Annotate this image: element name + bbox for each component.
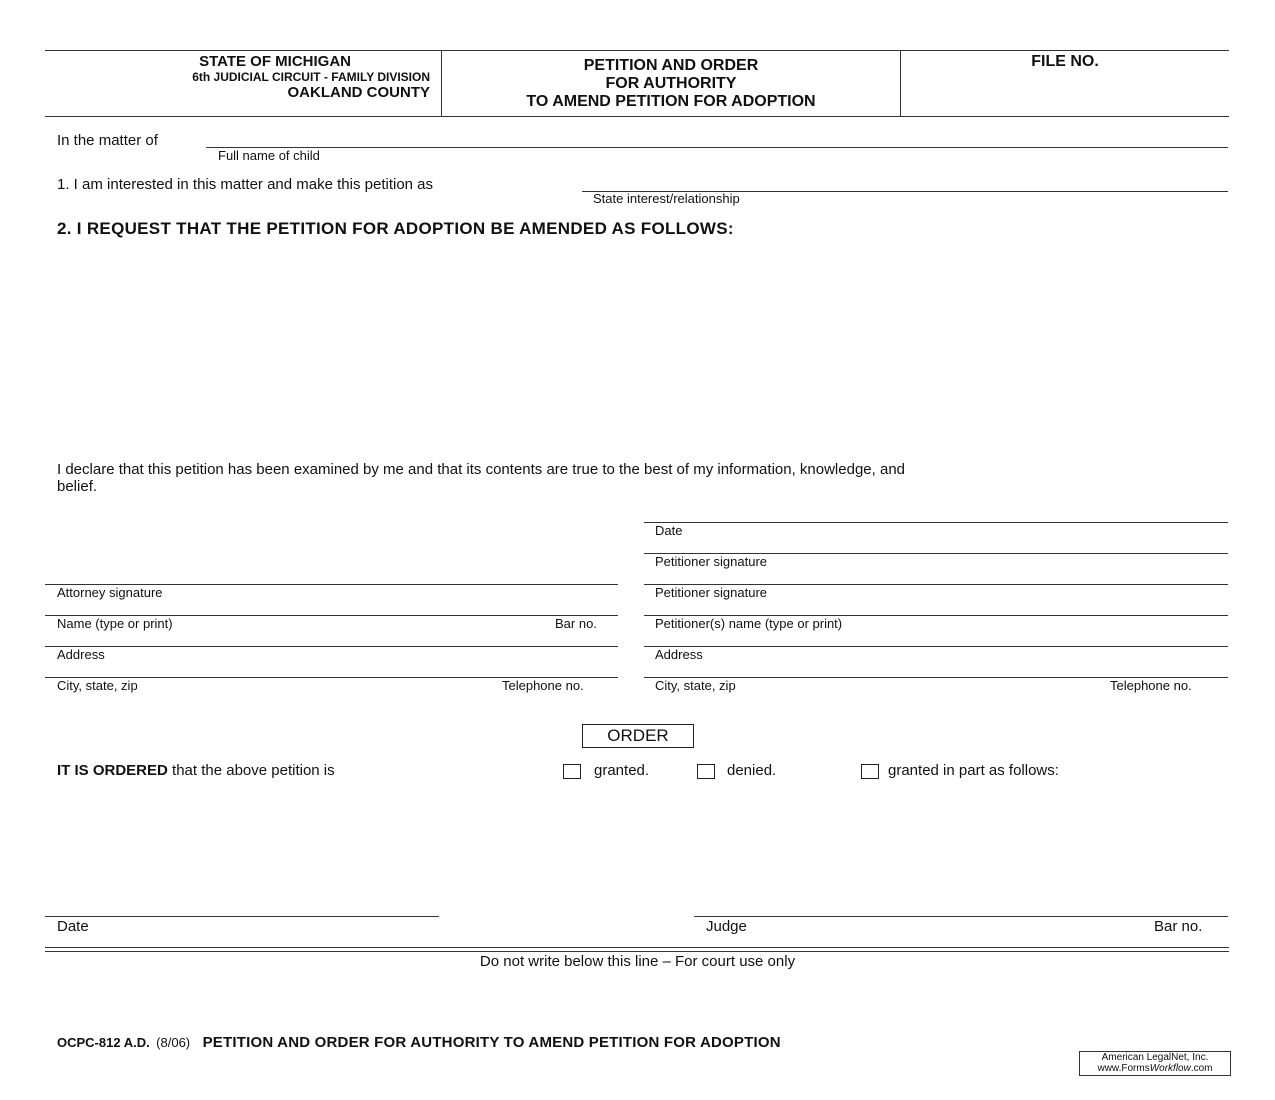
order-text-area[interactable] [57, 790, 1227, 905]
petitioner-signature-1-label: Petitioner signature [655, 554, 768, 569]
granted-in-part-checkbox[interactable] [861, 764, 879, 779]
item-2-heading: 2. I REQUEST THAT THE PETITION FOR ADOPTION BE AMENDED AS FOLLOWS: [57, 219, 734, 238]
judge-label: Judge [706, 918, 747, 935]
publisher-line-2b: Workflow [1149, 1063, 1191, 1074]
file-no-field[interactable] [905, 76, 1225, 112]
court-use-rule-1 [45, 947, 1229, 948]
publisher-line-2a: www.Forms [1097, 1063, 1150, 1074]
attorney-address-label: Address [57, 647, 105, 662]
order-heading: ORDER [582, 724, 694, 748]
order-date-line[interactable] [45, 916, 439, 917]
header-top-rule [45, 50, 1229, 51]
petitioner-address-line[interactable] [644, 646, 1228, 647]
publisher-line-1: American LegalNet, Inc. [1101, 1052, 1209, 1063]
declaration-line-1: I declare that this petition has been examined by me and that its contents are true to the best of my information, knowledge, and [57, 461, 905, 478]
title-line-3: TO AMEND PETITION FOR ADOPTION [526, 93, 816, 110]
denied-checkbox[interactable] [697, 764, 715, 779]
title-line-1: PETITION AND ORDER [583, 57, 759, 74]
petitioner-address-label: Address [655, 647, 703, 662]
court-block [45, 53, 430, 101]
attorney-name-label: Name (type or print) [57, 616, 173, 631]
petitioner-signature-2-label: Petitioner signature [655, 585, 768, 600]
petitioner-phone-label: Telephone no. [1110, 678, 1192, 693]
child-name-field[interactable] [206, 147, 1228, 148]
attorney-signature-label: Attorney signature [57, 585, 163, 600]
order-statement-rest: that the above petition is [167, 762, 335, 779]
granted-in-part-label: granted in part as follows: [888, 762, 1059, 779]
form-footer-title: PETITION AND ORDER FOR AUTHORITY TO AMEND PETITION FOR ADOPTION [202, 1034, 781, 1051]
interest-label: State interest/relationship [593, 191, 740, 206]
title-line-2: FOR AUTHORITY [605, 75, 737, 92]
form-date: (8/06) [156, 1035, 191, 1050]
in-matter-of-label: In the matter of [57, 132, 158, 149]
file-no-label: FILE NO. [1031, 53, 1099, 70]
petitioner-name-label: Petitioner(s) name (type or print) [655, 616, 843, 631]
court-county: OAKLAND COUNTY [287, 84, 430, 101]
denied-label: denied. [727, 762, 777, 779]
granted-label: granted. [594, 762, 650, 779]
publisher-stamp [1079, 1051, 1231, 1076]
petitioner-city-label: City, state, zip [655, 678, 736, 693]
publisher-line-2c: .com [1190, 1063, 1213, 1074]
form-code: OCPC-812 A.D. [57, 1035, 150, 1050]
header-bottom-rule [45, 116, 1229, 117]
amendment-text-area[interactable] [57, 245, 1227, 450]
attorney-phone-label: Telephone no. [502, 678, 584, 693]
declaration [57, 461, 1232, 495]
order-statement-bold: IT IS ORDERED [57, 762, 168, 779]
court-use-notice: Do not write below this line – For court use only [479, 953, 796, 970]
attorney-city-label: City, state, zip [57, 678, 138, 693]
form-title-block [441, 57, 901, 111]
publisher-line-2 [1080, 1063, 1230, 1074]
granted-checkbox[interactable] [563, 764, 581, 779]
attorney-address-line[interactable] [45, 646, 618, 647]
child-name-label: Full name of child [218, 148, 320, 163]
court-state: STATE OF MICHIGAN [199, 53, 351, 70]
court-use-rule-2 [45, 951, 1229, 952]
attorney-bar-no-label: Bar no. [555, 616, 597, 631]
court-circuit: 6th JUDICIAL CIRCUIT - FAMILY DIVISION [192, 70, 430, 84]
form-footer [57, 1034, 781, 1052]
date-label: Date [655, 523, 683, 538]
declaration-line-2: belief. [57, 478, 98, 495]
order-statement [57, 762, 335, 779]
item-1-text: 1. I am interested in this matter and make this petition as [57, 176, 434, 193]
judge-line[interactable] [694, 916, 1228, 917]
order-date-label: Date [57, 918, 89, 935]
date-line[interactable] [644, 522, 1228, 523]
judge-bar-no-label: Bar no. [1154, 918, 1203, 935]
